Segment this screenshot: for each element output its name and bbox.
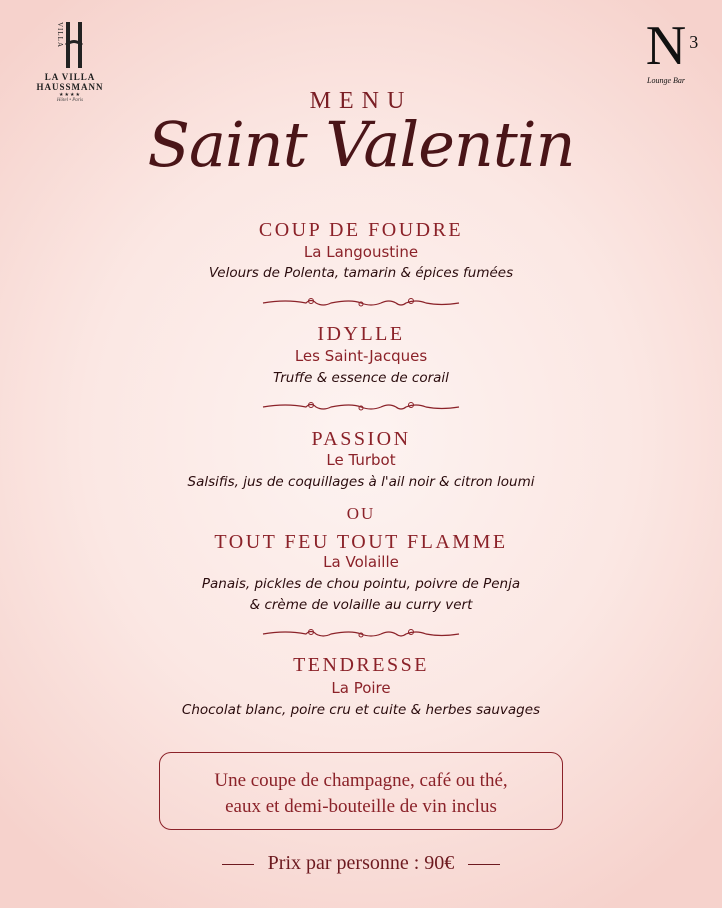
- course-dish: Le Turbot: [326, 451, 396, 469]
- included-line-2: eaux et demi-bouteille de vin inclus: [225, 796, 497, 817]
- logo-n-letter: N: [645, 15, 687, 77]
- course-dish: La Langoustine: [303, 243, 419, 261]
- course-description: Velours de Polenta, tamarin & épices fumées: [208, 265, 514, 281]
- price-text: Prix par personne : 90€: [267, 852, 455, 874]
- course-title: IDYLLE: [317, 323, 405, 345]
- ornament-divider-icon: [261, 399, 461, 415]
- logo-name-line2: HAUSSMANN: [36, 82, 104, 92]
- course-title: TENDRESSE: [293, 654, 429, 676]
- villa-h-monogram-icon: [50, 18, 90, 72]
- course-title: COUP DE FOUDRE: [258, 219, 464, 241]
- logo-n-sup: 3: [689, 32, 699, 52]
- logo-name-line1: LA VILLA: [44, 72, 96, 82]
- price-line: [0, 852, 722, 875]
- n3-lounge-logo: [636, 15, 699, 85]
- course-dish: La Poire: [331, 679, 391, 697]
- logo-lounge-bar: Lounge Bar: [647, 76, 685, 85]
- included-line-1: Une coupe de champagne, café ou thé,: [214, 770, 508, 791]
- course-description: & crème de volaille au curry vert: [249, 597, 473, 613]
- or-separator: OU: [346, 504, 376, 523]
- ornament-divider-icon: [261, 295, 461, 311]
- ornament-divider-icon: [261, 626, 461, 642]
- logo-stars: ★★★★: [59, 92, 81, 98]
- course-dish: Les Saint-Jacques: [294, 347, 428, 365]
- logo-sub: Hôtel • Paris: [56, 98, 84, 103]
- price-dash-left: [222, 864, 254, 866]
- course-title: TOUT FEU TOUT FLAMME: [214, 531, 508, 553]
- course-description: Truffe & essence de corail: [273, 370, 449, 386]
- course-description: Panais, pickles de chou pointu, poivre de Penja: [201, 576, 521, 592]
- logo-vertical-text: VILLA: [56, 22, 64, 48]
- course-description: Chocolat blanc, poire cru et cuite & herbes sauvages: [181, 702, 541, 718]
- page-title: Saint Valentin: [147, 108, 575, 181]
- menu-heading: MENU: [309, 88, 413, 114]
- course-title: PASSION: [311, 428, 411, 450]
- price-dash-right: [468, 864, 500, 866]
- course-description: Salsifis, jus de coquillages à l'ail noir & citron loumi: [187, 474, 535, 490]
- course-dish: La Volaille: [323, 553, 399, 571]
